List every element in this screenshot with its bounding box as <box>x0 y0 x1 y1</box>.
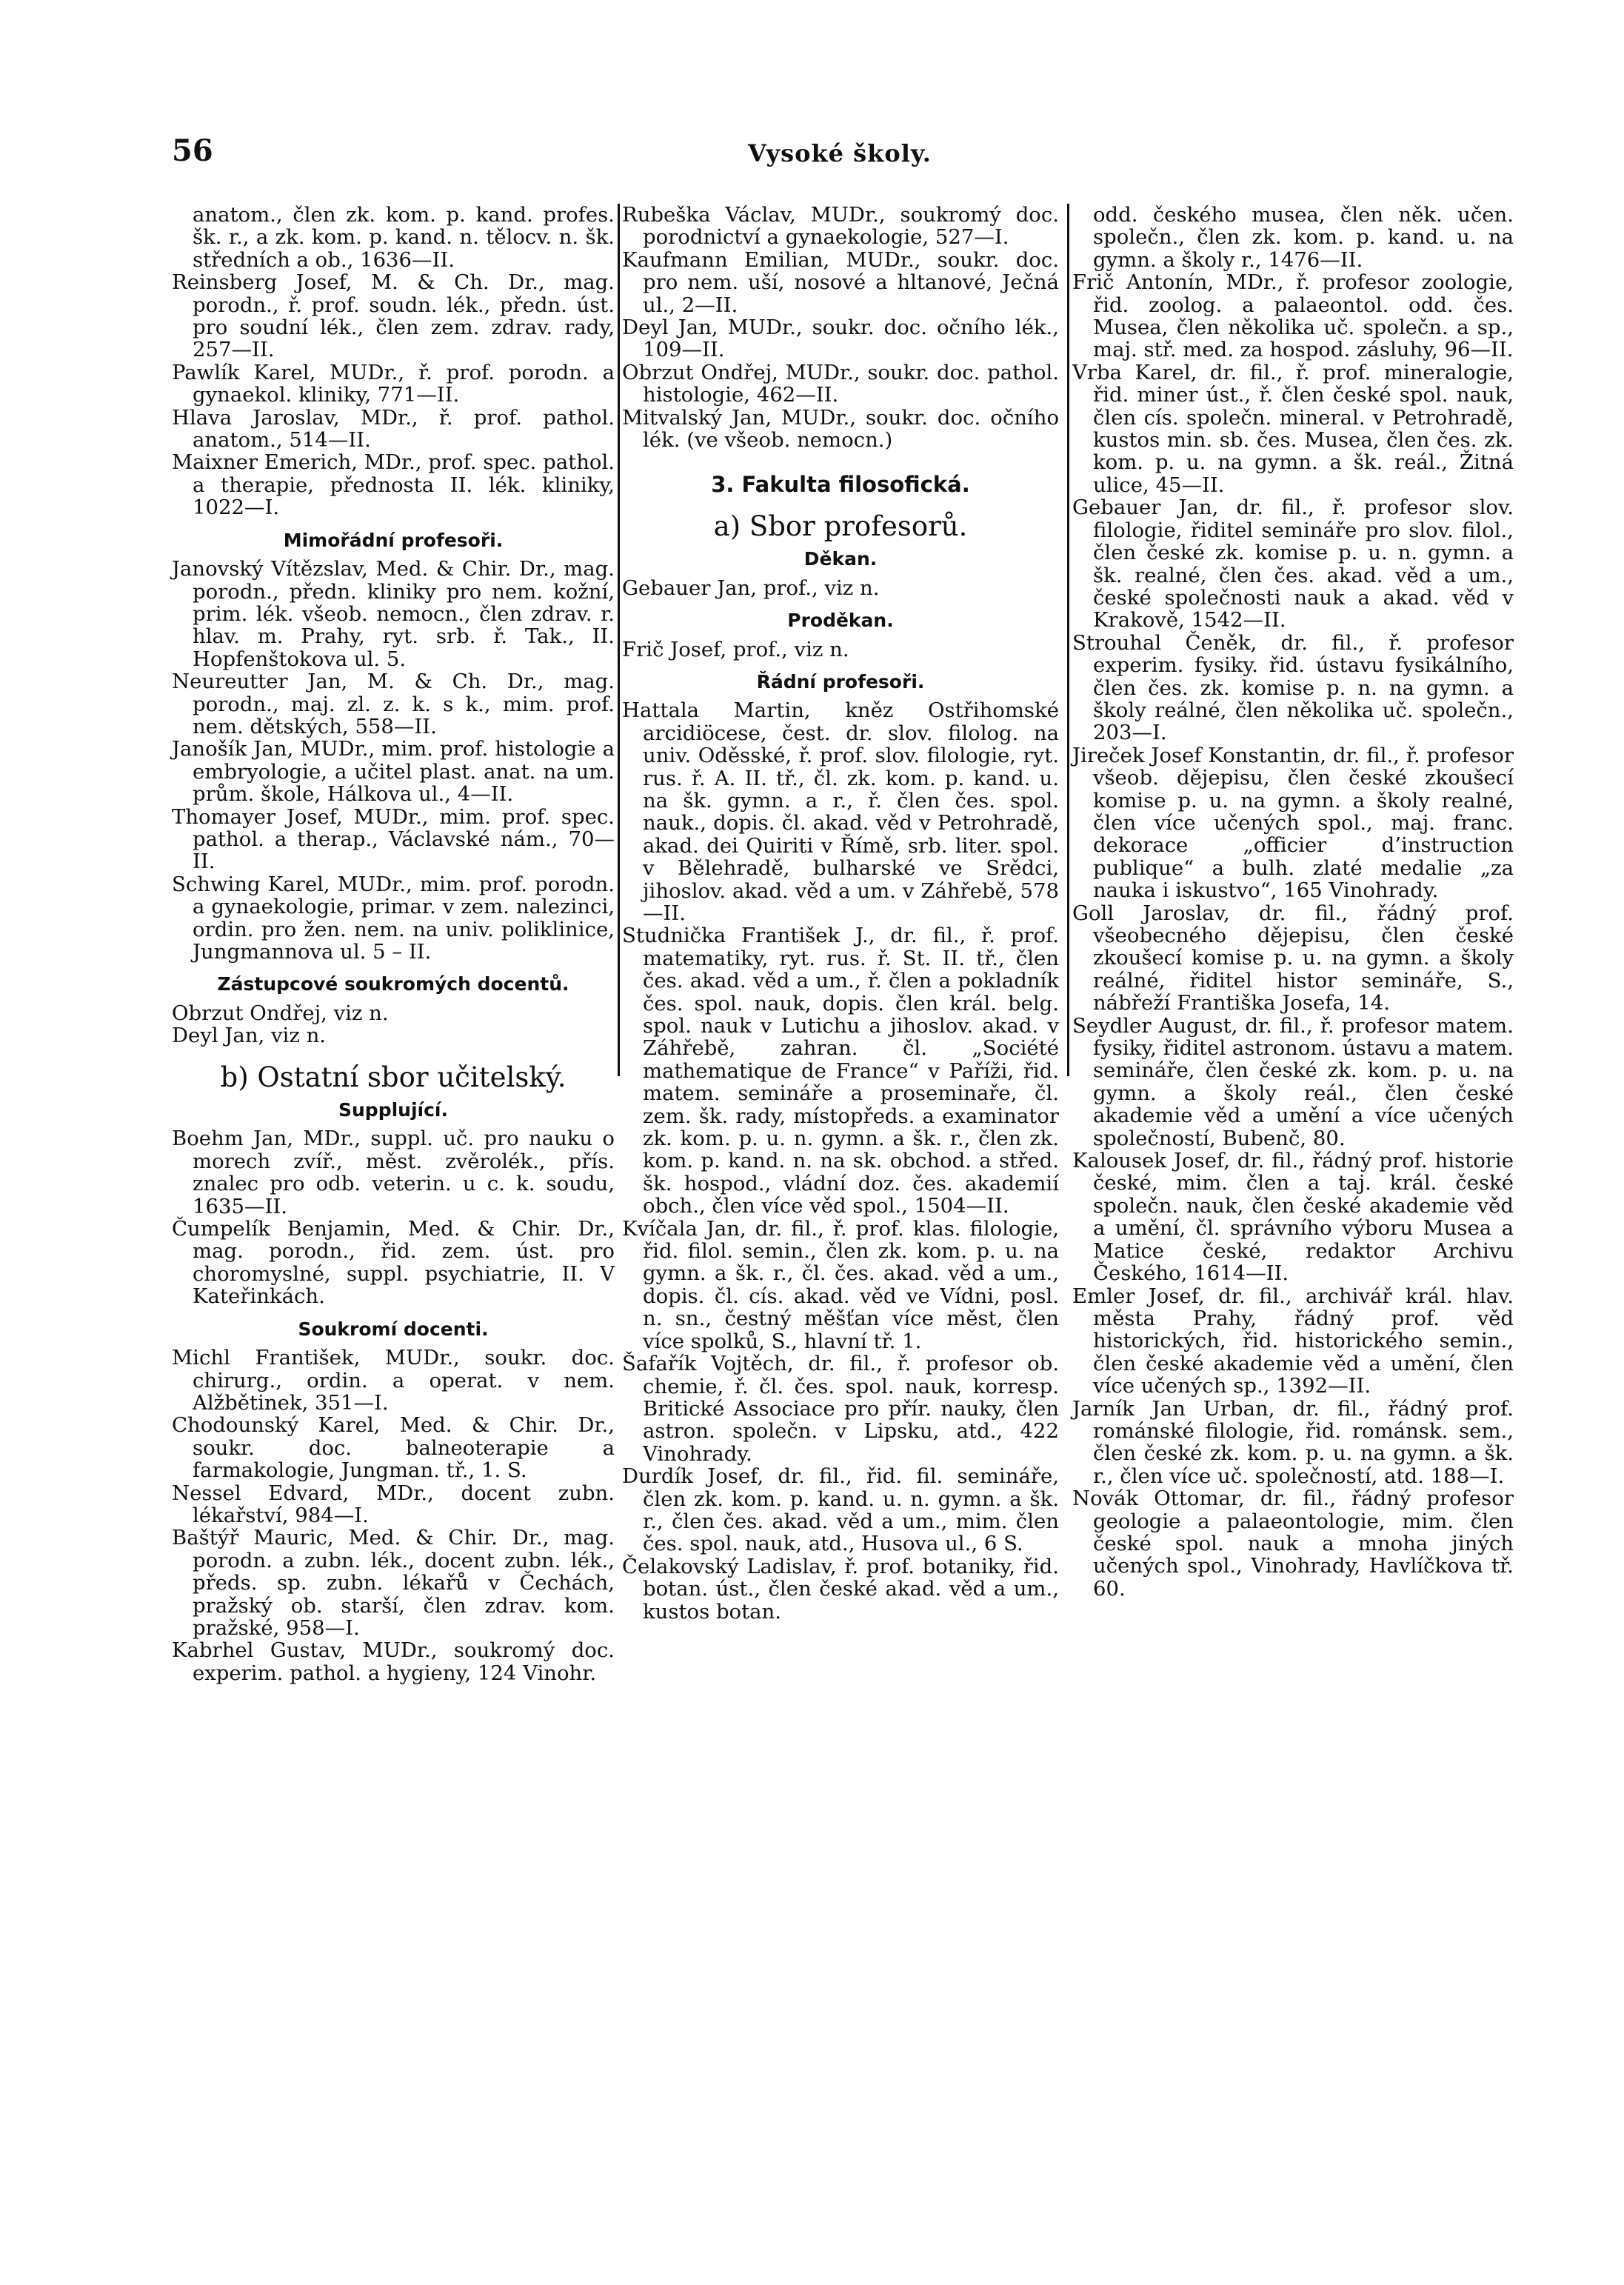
entry-gebauer: Gebauer Jan, dr. fil., ř. profesor slov. filologie, řiditel semináře pro slov. filol., člen české zk. komise p. u. n. gymn. a šk. realné, člen čes. akad. věd a um., české společnosti nauk a akad. věd v Krakově, 1542—II. <box>1072 496 1514 633</box>
entry-durdik: Durdík Josef, dr. fil., řid. fil. semináře, člen zk. kom. p. kand. u. n. gymn. a šk. r., člen čes. akad. věd a um., mim. člen čes. spol. nauk, atd., Husova ul., 6 S. <box>622 1464 1059 1556</box>
entry-mitvalsky: Mitvalský Jan, MUDr., soukr. doc. očního lék. (ve všeob. nemocn.) <box>622 405 1059 453</box>
entry-celakovsky: Čelakovský Ladislav, ř. prof. botaniky, řid. botan. úst., člen české akad. věd a um., kustos botan. <box>622 1554 1059 1624</box>
heading-radni-profesori: Řádní profesoři. <box>756 670 925 693</box>
entry-janovsky: Janovský Vítězslav, Med. & Chir. Dr., mag. porodn., předn. kliniky pro nem. kožní, prim. lék. všeob. nemocn., člen zdrav. r. hlav. m. Prahy, ryt. srb. ř. Tak., II. Hopfenštokova ul. 5. <box>172 557 615 671</box>
entry-reinsberg: Reinsberg Josef, M. & Ch. Dr., mag. porodn., ř. prof. soudn. lék., předn. úst. pro soudní lék., člen zem. zdrav. rady, 257—II. <box>172 270 615 362</box>
heading-mimoradni-profesori: Mimořádní profesoři. <box>283 529 504 551</box>
entry-jirecek: Jireček Josef Konstantin, dr. fil., ř. profesor všeob. dějepisu, člen české zkoušecí komise p. u. na gymn. a školy realné, člen více učených spol., maj. franc. dekorace „officier d’instruction publique“ a bulh. zlaté medalie „za nauka i iskustvo“, 165 Vinohrady. <box>1072 743 1514 903</box>
entry-strouhal: Strouhal Čeněk, dr. fil., ř. profesor experim. fysiky. řid. ústavu fysikálního, člen čes. zk. komise p. n. na gymn. a školy reálné, člen několika uč. společn., 203—I. <box>1072 630 1514 745</box>
entry-seydler: Seydler August, dr. fil., ř. profesor matem. fysiky, řiditel astronom. ústavu a matem. semináře, člen české zk. kom. p. u. na gymn. a školy reál., člen české akademie věd a umění a více učených společností, Bubenč, 80. <box>1072 1013 1514 1150</box>
heading-soukromi-docenti: Soukromí docenti. <box>298 1318 489 1340</box>
entry-continuation: odd. českého musea, člen něk. učen. společn., člen zk. kom. p. kand. u. na gymn. a školy r., 1476—II. <box>1093 203 1514 272</box>
entry-kvicala: Kvíčala Jan, dr. fil., ř. prof. klas. filologie, řid. filol. semin., člen zk. kom. p. u. na gymn. a šk. r., čl. čes. akad. věd a um., dopis. čl. cís. akad. věd ve Vídni, posl. n. sn., čestný měšťan více měst, člen více spolků, S., hlavní tř. 1. <box>622 1216 1059 1353</box>
entry-neureutter: Neureutter Jan, M. & Ch. Dr., mag. porodn., maj. zl. z. k. s k., mim. prof. nem. dětských, 558—II. <box>172 670 615 738</box>
entry-nessel: Nessel Edvard, MDr., docent zubn. lékařství, 984—I. <box>172 1481 615 1527</box>
entry-schwing: Schwing Karel, MUDr., mim. prof. porodn. a gynaekologie, primar. v zem. nalezinci, ordin. pro žen. nem. na univ. poliklinice, Jungmannova ul. 5 – II. <box>172 872 615 964</box>
entry-hlava: Hlava Jaroslav, MDr., ř. prof. pathol. anatom., 514—II. <box>172 405 615 453</box>
entry-fric-ref: Frič Josef, prof., viz n. <box>622 637 849 661</box>
heading-prodekan: Proděkan. <box>787 610 894 632</box>
entry-pawlik: Pawlík Karel, MUDr., ř. prof. porodn. a gynaekol. kliniky, 771—II. <box>172 360 615 407</box>
entry-kaufmann: Kaufmann Emilian, MUDr., soukr. doc. pro nem. uší, nosové a hltanové, Ječná ul., 2—II. <box>622 247 1059 317</box>
entry-jarnik: Jarník Jan Urban, dr. fil., řádný prof. románské filologie, řid. románsk. sem., člen české zk. kom. p. u. na gymn. a šk. r., člen více uč. společností, atd. 188—I. <box>1072 1396 1514 1488</box>
entry-rubeska: Rubeška Václav, MUDr., soukromý doc. porodnictví a gynaekologie, 527—I. <box>622 203 1059 250</box>
heading-supplujici: Supplující. <box>338 1099 448 1121</box>
heading-dekan: Děkan. <box>803 548 878 570</box>
column-divider-1 <box>618 204 620 1076</box>
entry-kabrhel: Kabrhel Gustav, MUDr., soukromý doc. experim. pathol. a hygieny, 124 Vinohr. <box>172 1638 615 1685</box>
entry-hattala: Hattala Martin, kněz Ostřihomské arcidiöcese, čest. dr. slov. filolog. na univ. Oděsské, ř. prof. slov. filologie, ryt. rus. ř. A. II. tř., čl. zk. kom. p. kand. u. na šk. gymn. a r., ř. člen čes. spol. nauk., dopis. čl. akad. věd v Petrohradě, akad. dei Quiriti v Římě, srb. liter. spol. v Bělehradě, bulharské ve Srědci, jihoslov. akad. věd a um. v Záhřebě, 578—II. <box>622 698 1059 925</box>
column-3 <box>1072 204 1514 1600</box>
entry-maixner: Maixner Emerich, MDr., prof. spec. pathol. a therapie, přednosta II. lék. kliniky, 1022—I. <box>172 450 615 520</box>
entry-novak: Novák Ottomar, dr. fil., řádný profesor geologie a palaeontologie, mim. člen české spol. nauk a mnoha jiných učených spol., Vinohrady, Havlíčkova tř. 60. <box>1072 1487 1514 1601</box>
entry-fric-antonin: Frič Antonín, MDr., ř. profesor zoologie, řid. zoolog. a palaeontol. odd. čes. Musea, člen několika uč. společn. a sp., maj. stř. med. za hospod. zásluhy, 96—II. <box>1072 270 1514 362</box>
column-1 <box>172 204 615 1684</box>
entry-michl: Michl František, MUDr., soukr. doc. chirurg., ordin. a operat. v nem. Alžbětinek, 351—I. <box>172 1346 615 1415</box>
entry-janosik: Janošík Jan, MUDr., mim. prof. histologie a embryologie, a učitel plast. anat. na um. prům. škole, Hálkova ul., 4—II. <box>172 737 615 807</box>
entry-goll: Goll Jaroslav, dr. fil., řádný prof. všeobecného dějepisu, člen české zkoušecí komise p. u. na gymn. a školy reálné, řiditel histor semináře, S., nábřeží Františka Josefa, 14. <box>1072 901 1514 1015</box>
entry-cumpelik: Čumpelík Benjamin, Med. & Chir. Dr., mag. porodn., řid. zem. úst. pro choromyslné, suppl. psychiatrie, II. V Kateřinkách. <box>172 1217 615 1309</box>
entry-boehm: Boehm Jan, MDr., suppl. uč. pro nauku o morech zvíř., měst. zvěrolék., přís. znalec pro odb. veterin. u c. k. soudu, 1635—II. <box>172 1127 615 1218</box>
entry-obrzut: Obrzut Ondřej, MUDr., soukr. doc. pathol. histologie, 462—II. <box>622 360 1059 407</box>
column-2 <box>622 204 1059 1623</box>
entry-vrba: Vrba Karel, dr. fil., ř. prof. mineralogie, řid. miner úst., ř. člen české spol. nauk, člen cís. společn. mineral. v Petrohradě, kustos min. sb. čes. Musea, člen čes. zk. kom. p. u. na gymn. a šk. reál., Žitná ulice, 45—II. <box>1072 360 1514 497</box>
column-divider-2 <box>1067 204 1069 1076</box>
entry-gebauer-ref: Gebauer Jan, prof., viz n. <box>622 576 880 600</box>
entry-thomayer: Thomayer Josef, MUDr., mim. prof. spec. pathol. a therap., Václavské nám., 70—II. <box>172 804 615 874</box>
heading-fakulta-filosoficka: 3. Fakulta filosofická. <box>711 472 970 498</box>
heading-sbor-profesoru: a) Sbor profesorů. <box>713 510 968 542</box>
entry-continuation: anatom., člen zk. kom. p. kand. profes. šk. r., a zk. kom. p. kand. n. tělocv. n. šk. středních a ob., 1636—II. <box>193 203 615 272</box>
entry-obrzut-ref: Obrzut Ondřej, viz n. <box>172 1001 389 1025</box>
entry-chodounsky: Chodounský Karel, Med. & Chir. Dr., soukr. doc. balneoterapie a farmakologie, Jungman. tř., 1. S. <box>172 1413 615 1483</box>
page-number: 56 <box>172 133 213 168</box>
entry-studnicka: Studnička František J., dr. fil., ř. prof. matematiky, ryt. rus. ř. St. II. tř., člen čes. akad. věd a um., ř. člen a pokladník čes. spol. nauk, dopis. člen král. belg. spol. nauk v Lutichu a jihoslov. akad. v Záhřebě, zahran. čl. „Société mathematique de France“ v Paříži, řid. matem. semináře a proseminaře, čl. zem. šk. rady, místopředs. a examinator zk. kom. p. u. n. gymn. a šk. r., člen zk. kom. p. kand. n. na sk. obchod. a střed. šk. hospod., vládní doz. čes. akademií obch., člen více věd spol., 1504—II. <box>622 924 1059 1218</box>
entry-emler: Emler Josef, dr. fil., archivář král. hlav. města Prahy, řádný prof. věd historických, řid. historického semin., člen české akademie věd a umění, člen více učených sp., 1392—II. <box>1072 1284 1514 1398</box>
heading-zastupcove: Zástupcové soukromých docentů. <box>217 973 569 995</box>
entry-deyl-ref: Deyl Jan, viz n. <box>172 1024 327 1048</box>
running-head: Vysoké školy. <box>748 139 932 167</box>
entry-kalousek: Kalousek Josef, dr. fil., řádný prof. historie české, mim. člen a taj. král. české společn. nauk, člen české akademie věd a umění, čl. správního výboru Musea a Matice české, redaktor Archivu Českého, 1614—II. <box>1072 1149 1514 1286</box>
entry-deyl: Deyl Jan, MUDr., soukr. doc. očního lék., 109—II. <box>622 316 1059 362</box>
entry-bastyr: Baštýř Mauric, Med. & Chir. Dr., mag. porodn. a zubn. lék., docent zubn. lék., předs. sp. zubn. lékařů v Čechách, pražský ob. starší, člen zdrav. kom. pražské, 958—I. <box>172 1526 615 1640</box>
heading-ostatni-sbor: b) Ostatní sbor učitelský. <box>220 1061 567 1093</box>
entry-safarik: Šafařík Vojtěch, dr. fil., ř. profesor ob. chemie, ř. čl. čes. spol. nauk, korresp. Britické Associace pro přír. nauky, člen astron. společn. v Lipsku, atd., 422 Vinohrady. <box>622 1352 1059 1466</box>
